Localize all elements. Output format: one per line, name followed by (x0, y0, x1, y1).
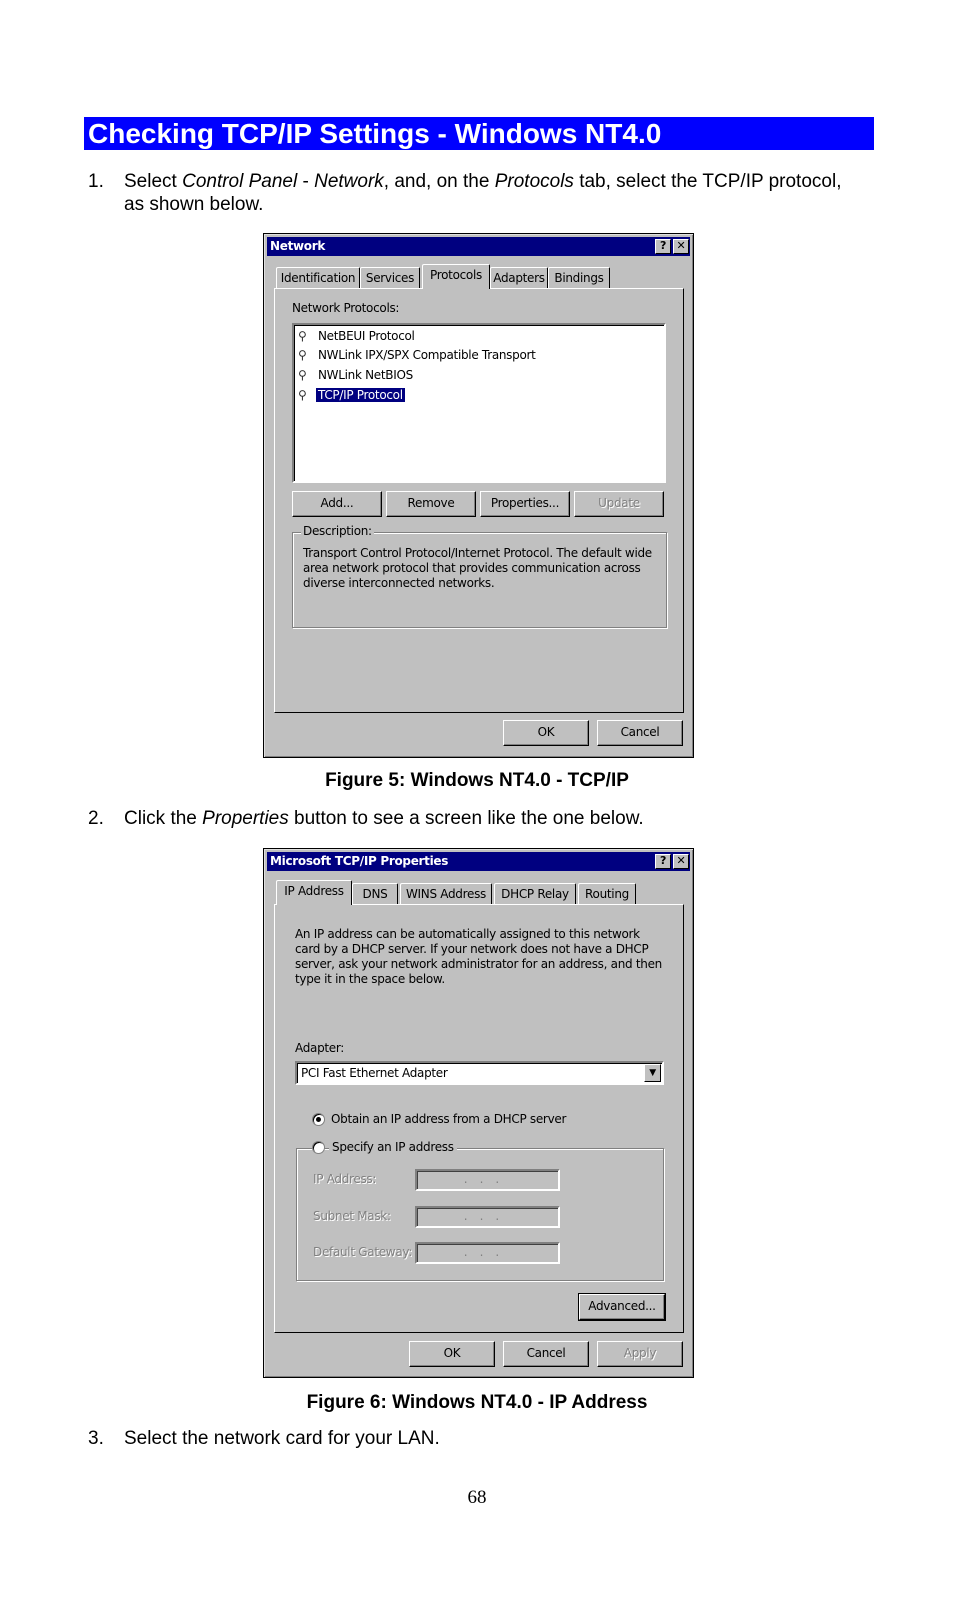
tab-routing[interactable]: Routing (578, 883, 636, 905)
add-button[interactable]: Add... (292, 491, 382, 517)
description-text: Transport Control Protocol/Internet Protocol. The default wide area network protocol that provides communication across diverse interconnected networks. (303, 546, 652, 590)
close-button[interactable]: ✕ (673, 854, 689, 869)
step-text: Select the network card for your LAN. (124, 1428, 440, 1449)
page-number: 68 (467, 1487, 487, 1508)
adapter-label: Adapter: (295, 1041, 345, 1055)
section-heading: Checking TCP/IP Settings - Windows NT4.0 (84, 117, 874, 150)
network-protocol-icon: ⚲ (298, 388, 307, 402)
network-protocol-icon: ⚲ (298, 348, 307, 362)
step-number: 1. (88, 171, 104, 192)
tab-bindings[interactable]: Bindings (548, 267, 610, 289)
dhcp-radio[interactable] (312, 1113, 325, 1126)
properties-button[interactable]: Properties... (480, 491, 570, 517)
ip-address-label: IP Address: (313, 1172, 377, 1186)
network-dialog (263, 233, 694, 758)
subnet-mask-label: Subnet Mask: (313, 1209, 391, 1223)
close-button[interactable]: ✕ (673, 239, 689, 254)
tab-ip-address[interactable]: IP Address (276, 880, 352, 905)
tab-wins-address[interactable]: WINS Address (400, 883, 492, 905)
description-group (292, 524, 667, 628)
ok-button[interactable]: OK (409, 1341, 495, 1367)
list-item[interactable]: ⚲ NWLink NetBIOS (298, 366, 415, 385)
step-number: 3. (88, 1428, 104, 1449)
specify-ip-radio-label[interactable]: Specify an IP address (329, 1140, 457, 1154)
list-item[interactable]: ⚲ NetBEUI Protocol (298, 327, 417, 346)
help-button[interactable]: ? (655, 239, 671, 254)
step-number: 2. (88, 808, 104, 829)
step-text: Click the Properties button to see a screen like the one below. (124, 808, 644, 829)
default-gateway-field[interactable]: ... (415, 1242, 560, 1264)
list-item-tcpip[interactable]: ⚲ TCP/IP Protocol (298, 386, 405, 405)
tab-panel (274, 288, 684, 713)
advanced-button[interactable]: Advanced... (579, 1294, 665, 1320)
default-gateway-label: Default Gateway: (313, 1245, 413, 1259)
ok-button[interactable]: OK (503, 720, 589, 746)
adapter-select[interactable] (295, 1061, 664, 1085)
dhcp-radio-label[interactable]: Obtain an IP address from a DHCP server (331, 1112, 567, 1126)
intro-text: An IP address can be automatically assigned to this network card by a DHCP server. If your network does not have a DHCP server, ask your network administrator for an address, and then type it in the space below. (295, 927, 662, 986)
figure-caption: Figure 5: Windows NT4.0 - TCP/IP (325, 770, 629, 791)
list-item[interactable]: ⚲ NWLink IPX/SPX Compatible Transport (298, 346, 538, 365)
chevron-down-icon[interactable]: ▼ (644, 1064, 661, 1082)
dialog-title: Network (270, 239, 326, 253)
subnet-mask-field[interactable]: ... (415, 1206, 560, 1228)
network-protocol-icon: ⚲ (298, 329, 307, 343)
apply-button[interactable]: Apply (597, 1341, 683, 1367)
tab-panel (274, 904, 684, 1333)
title-bar (267, 237, 690, 256)
tab-dhcp-relay[interactable]: DHCP Relay (494, 883, 576, 905)
tab-services[interactable]: Services (360, 267, 420, 289)
cancel-button[interactable]: Cancel (503, 1341, 589, 1367)
tab-protocols[interactable]: Protocols (422, 264, 490, 289)
update-button[interactable]: Update (574, 491, 664, 517)
adapter-value: PCI Fast Ethernet Adapter (301, 1066, 448, 1080)
network-protocol-icon: ⚲ (298, 368, 307, 382)
specify-ip-radio[interactable] (312, 1141, 325, 1154)
tab-identification[interactable]: Identification (276, 267, 360, 289)
description-label: Description: (303, 524, 372, 538)
figure-caption: Figure 6: Windows NT4.0 - IP Address (306, 1392, 648, 1413)
network-protocols-label: Network Protocols: (292, 301, 400, 315)
tab-adapters[interactable]: Adapters (490, 267, 548, 289)
ip-address-field[interactable]: ... (415, 1169, 560, 1191)
tcpip-properties-dialog (263, 848, 694, 1378)
title-bar (267, 852, 690, 871)
dialog-title: Microsoft TCP/IP Properties (270, 854, 449, 868)
tab-dns[interactable]: DNS (352, 883, 398, 905)
help-button[interactable]: ? (655, 854, 671, 869)
cancel-button[interactable]: Cancel (597, 720, 683, 746)
remove-button[interactable]: Remove (386, 491, 476, 517)
step-text: Select Control Panel - Network, and, on the Protocols tab, select the TCP/IP protocol, as shown below. (124, 171, 842, 215)
protocol-list[interactable] (292, 323, 666, 483)
